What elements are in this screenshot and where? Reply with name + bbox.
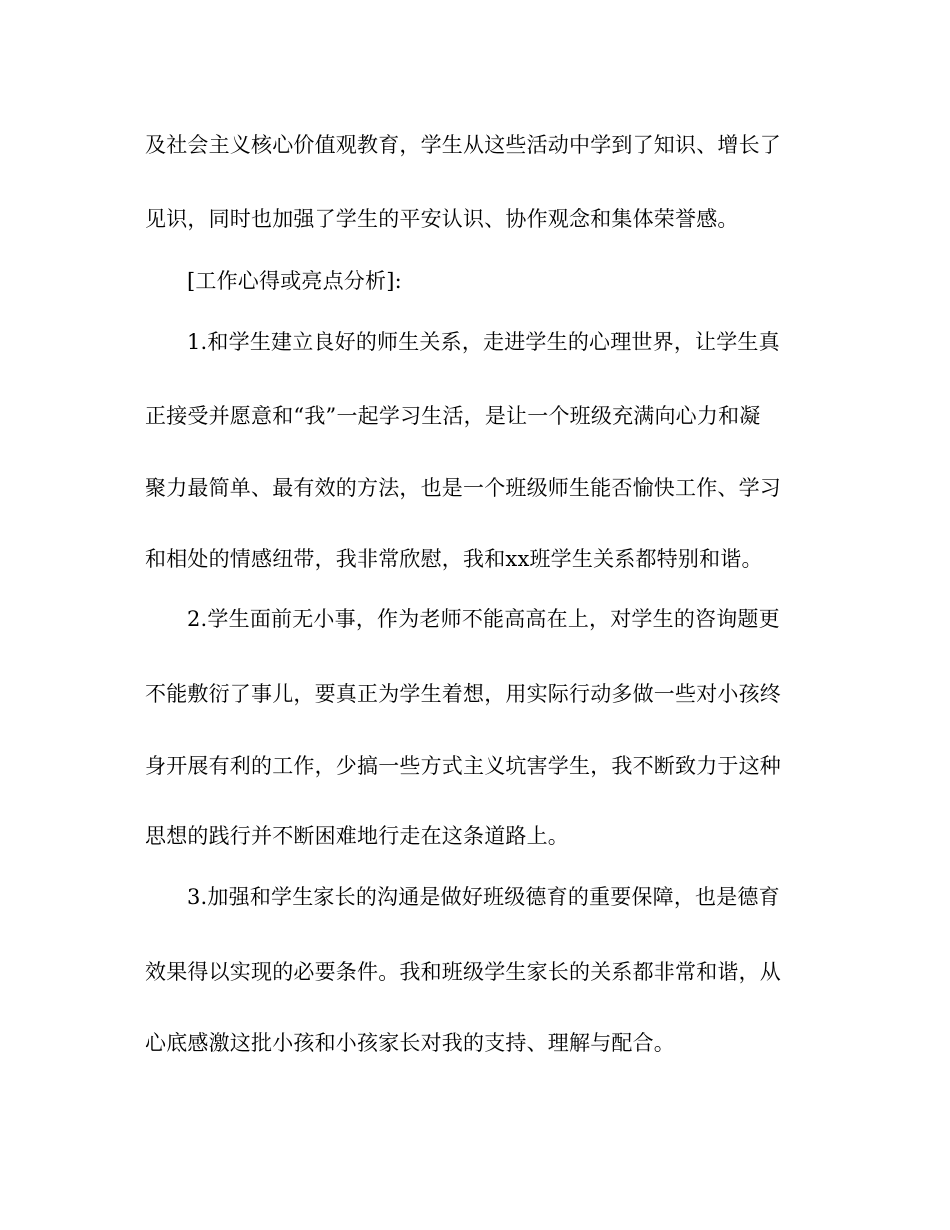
body-line-8: 2.学生面前无小事，作为老师不能高高在上，对学生的咨询题更 bbox=[187, 607, 780, 631]
body-line-10: 身开展有利的工作，少搞一些方式主义坑害学生，我不断致力于这种 bbox=[145, 754, 781, 778]
body-line-7: 和相处的情感纽带，我非常欣慰，我和xx班学生关系都特别和谐。 bbox=[145, 547, 763, 571]
body-line-14: 心底感激这批小孩和小孩家长对我的支持、理解与配合。 bbox=[145, 1031, 675, 1055]
section-heading: [工作心得或亮点分析]: bbox=[187, 269, 402, 293]
body-line-13: 效果得以实现的必要条件。我和班级学生家长的关系都非常和谐，从 bbox=[145, 960, 781, 984]
body-line-1: 及社会主义核心价值观教育，学生从这些活动中学到了知识、增长了 bbox=[145, 133, 781, 157]
body-line-9: 不能敷衍了事儿，要真正为学生着想，用实际行动多做一些对小孩终 bbox=[145, 682, 781, 706]
body-line-6: 聚力最简单、最有效的方法，也是一个班级师生能否愉快工作、学习 bbox=[145, 476, 781, 500]
body-line-4: 1.和学生建立良好的师生关系，走进学生的心理世界，让学生真 bbox=[187, 330, 780, 354]
body-line-11: 思想的践行并不断困难地行走在这条道路上。 bbox=[145, 824, 569, 848]
body-line-5: 正接受并愿意和“我”一起学习生活，是让一个班级充满向心力和凝 bbox=[145, 404, 761, 428]
body-line-12: 3.加强和学生家长的沟通是做好班级德育的重要保障，也是德育 bbox=[187, 885, 780, 909]
body-line-2: 见识，同时也加强了学生的平安认识、协作观念和集体荣誉感。 bbox=[145, 207, 739, 231]
